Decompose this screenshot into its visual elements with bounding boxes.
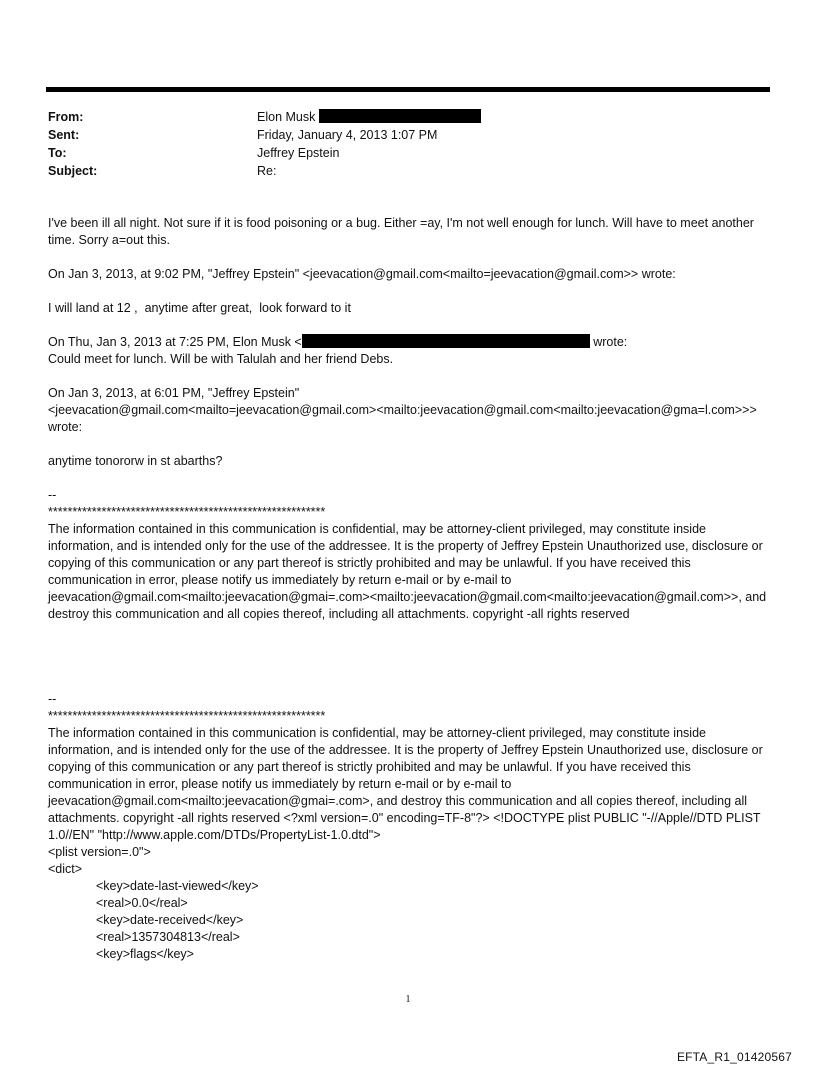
signature-dash: -- xyxy=(48,692,57,706)
sent-value: Friday, January 4, 2013 1:07 PM xyxy=(257,128,438,142)
xml-line: <key>flags</key> xyxy=(96,947,194,961)
from-value: Elon Musk xyxy=(257,110,316,124)
to-label: To: xyxy=(48,146,67,160)
from-row xyxy=(48,108,481,126)
subject-value: Re: xyxy=(257,164,277,178)
xml-line: <real>0.0</real> xyxy=(96,896,188,910)
email-body xyxy=(48,215,774,963)
message-paragraph: I will land at 12 , anytime after great, look forward to it xyxy=(48,301,351,315)
from-label: From: xyxy=(48,110,84,124)
message-paragraph: anytime tonororw in st abarths? xyxy=(48,454,223,468)
page-number: 1 xyxy=(405,994,411,1005)
dict-open: <dict> xyxy=(48,862,83,876)
subject-label: Subject: xyxy=(48,164,98,178)
signature-stars: ********************************************************* xyxy=(48,505,326,519)
header-rule xyxy=(46,87,770,92)
document-id: EFTA_R1_01420567 xyxy=(676,1050,792,1064)
email-header xyxy=(48,108,481,180)
message-paragraph: I've been ill all night. Not sure if it is food poisoning or a bug. Either =ay, I'm not well enough for lunch. Will have to meet another time. Sorry a=out this. xyxy=(48,216,758,247)
quoted-header xyxy=(48,334,774,351)
quoted-header-end: wrote: xyxy=(593,335,628,349)
to-value: Jeffrey Epstein xyxy=(257,146,340,160)
quoted-header-start: On Thu, Jan 3, 2013 at 7:25 PM, Elon Musk < xyxy=(48,335,302,349)
xml-line: <real>1357304813</real> xyxy=(96,930,240,944)
sent-row xyxy=(48,126,481,144)
redaction-box xyxy=(319,109,481,123)
subject-row xyxy=(48,162,481,180)
xml-line: <key>date-received</key> xyxy=(96,913,244,927)
sent-label: Sent: xyxy=(48,128,80,142)
message-paragraph: Could meet for lunch. Will be with Talulah and her friend Debs. xyxy=(48,352,394,366)
disclaimer: The information contained in this communication is confidential, may be attorney-client privileged, may constitute inside information, and is intended only for the use of the addressee. It is the property of Jeffrey Epstein Unauthorized use, disclosure or copying of this communication or any part thereof is strictly prohibited and may be unlawful. If you have received this communication in error, please notify us immediately by return e-mail or by e-mail to jeevacation@gmail.com<mailto:jeevacation@gmai=.com><mailto:jeevacation@gmail.com<mailto:jeevacation@gmail.com>>, and destroy this communication and all copies thereof, including all attachments. copyright -all rights reserved xyxy=(48,522,770,621)
signature-stars: ********************************************************* xyxy=(48,709,326,723)
disclaimer: The information contained in this communication is confidential, may be attorney-client privileged, may constitute inside information, and is intended only for the use of the addressee. It is the property of Jeffrey Epstein Unauthorized use, disclosure or copying of this communication or any part thereof is strictly prohibited and may be unlawful. If you have received this communication in error, please notify us immediately by return e-mail or by e-mail to jeevacation@gmail.com<mailto:jeevacation@gmai=.com>, and destroy this communication and all copies thereof, including all attachments. copyright -all rights reserved <?xml version=.0" encoding=TF-8"?> <!DOCTYPE plist PUBLIC "-//Apple//DTD PLIST 1.0//EN" "http://www.apple.com/DTDs/PropertyList-1.0.dtd"> xyxy=(48,726,767,842)
plist-open: <plist version=.0"> xyxy=(48,845,151,859)
quoted-header: On Jan 3, 2013, at 6:01 PM, "Jeffrey Epstein" <jeevacation@gmail.com<mailto=jeevacation@gmail.com><mailto:jeevacation@gmail.com<mailto:jeevacation@gma=l.com>>> wrote: xyxy=(48,386,757,434)
signature-dash: -- xyxy=(48,488,57,502)
quoted-header: On Jan 3, 2013, at 9:02 PM, "Jeffrey Epstein" <jeevacation@gmail.com<mailto=jeevacation@gmail.com>> wrote: xyxy=(48,267,676,281)
to-row xyxy=(48,144,481,162)
redaction-box xyxy=(302,334,590,348)
xml-line: <key>date-last-viewed</key> xyxy=(96,879,259,893)
